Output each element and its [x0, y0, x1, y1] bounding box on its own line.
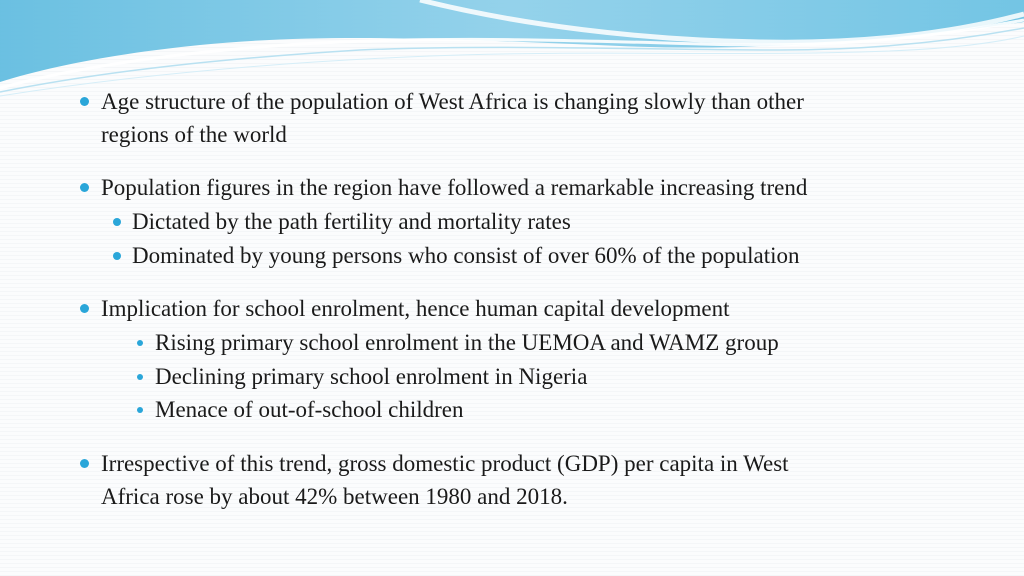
bullet-2-sub-1: Dictated by the path fertility and mortality rates	[132, 209, 571, 234]
bullet-1-line-1: Age structure of the population of West Africa is changing slowly than other	[101, 89, 804, 114]
bullet-dot-icon	[80, 183, 89, 192]
bullet-3-sub-1: Rising primary school enrolment in the UEMOA and WAMZ group	[155, 330, 779, 355]
bullet-dot-icon	[113, 218, 121, 226]
bullet-dot-icon	[137, 407, 143, 413]
bullet-dot-icon	[113, 252, 121, 260]
bullet-3-sub-3: Menace of out-of-school children	[155, 397, 464, 422]
bullet-dot-icon	[80, 459, 89, 468]
bullet-dot-icon	[137, 340, 143, 346]
bullet-1-line-2: regions of the world	[101, 122, 287, 147]
bullet-2-sub-2: Dominated by young persons who consist of over 60% of the population	[132, 243, 800, 268]
bullet-dot-icon	[80, 304, 89, 313]
bullet-dot-icon	[80, 97, 89, 106]
bullet-2-line-1: Population figures in the region have followed a remarkable increasing trend	[101, 175, 808, 200]
bullet-3-line-1: Implication for school enrolment, hence human capital development	[101, 296, 730, 321]
bullet-3-sub-2: Declining primary school enrolment in Nigeria	[155, 364, 588, 389]
bullet-4-line-2: Africa rose by about 42% between 1980 and 2018.	[101, 484, 568, 509]
bullet-dot-icon	[137, 374, 143, 380]
bullet-4-line-1: Irrespective of this trend, gross domestic product (GDP) per capita in West	[101, 451, 789, 476]
